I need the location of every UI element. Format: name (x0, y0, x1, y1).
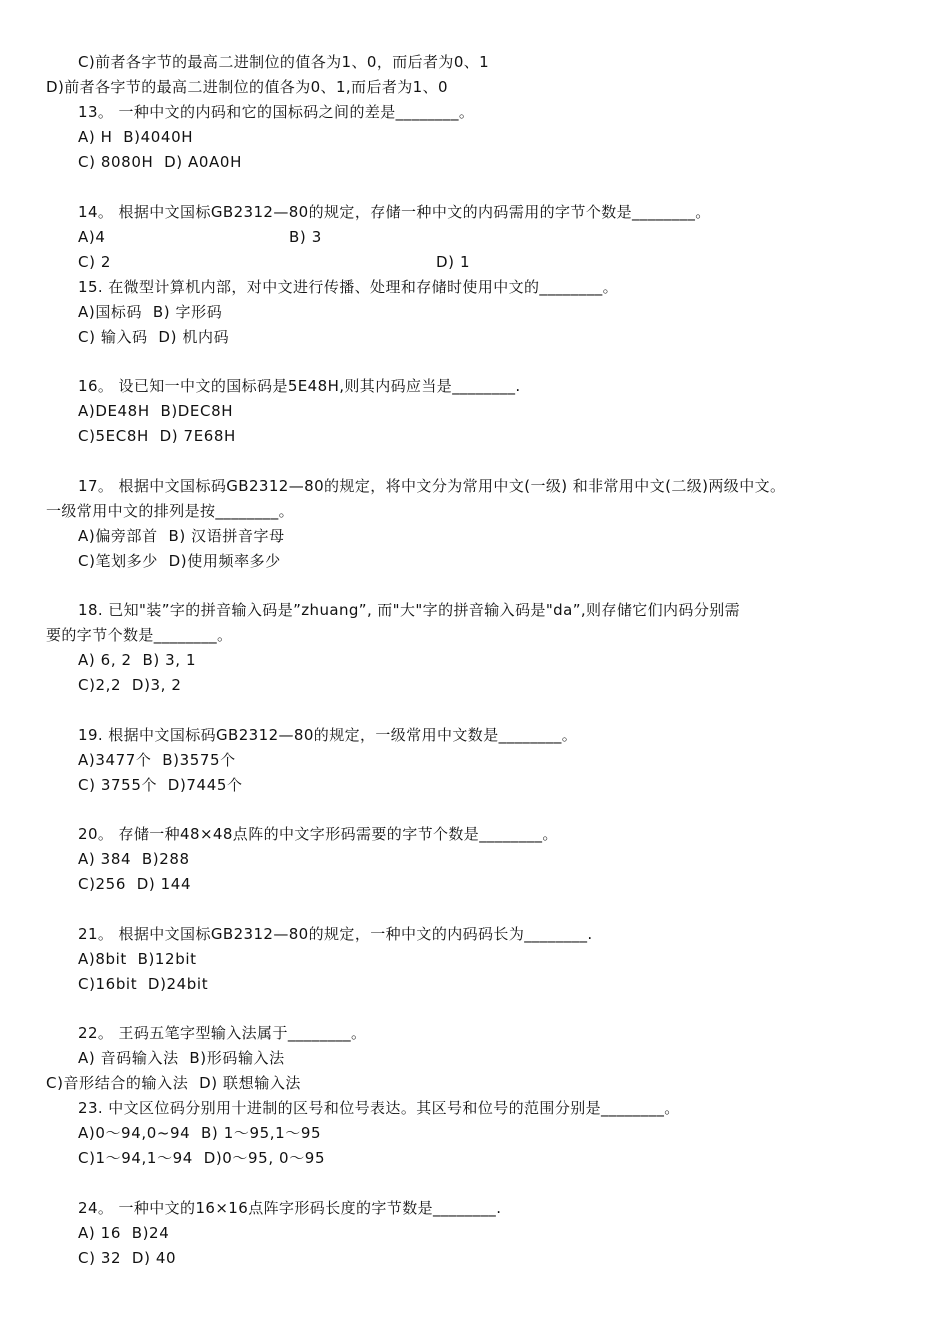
q20-question: 20。 存储一种48×48点阵的中文字形码需要的字节个数是________。 (78, 825, 558, 843)
q18-question: 18. 已知"装”字的拼音输入码是”zhuang”, 而"大"字的拼音输入码是"da”,则存储它们内码分别需 (78, 601, 741, 619)
q13-question: 13。 一种中文的内码和它的国标码之间的差是________。 (78, 103, 475, 121)
q24-options-ab: A) 16 B)24 (78, 1224, 170, 1242)
q16-question: 16。 设已知一中文的国标码是5E48H,则其内码应当是________. (78, 377, 521, 395)
q17-question: 17。 根据中文国标码GB2312—80的规定，将中文分为常用中文(一级) 和非常用中文(二级)两级中文。 (78, 477, 786, 495)
q19-question: 19. 根据中文国标码GB2312—80的规定，一级常用中文数是________。 (78, 726, 578, 744)
q14-option-c: C) 2 (78, 253, 112, 271)
q22-options-cd: C)音形结合的输入法 D) 联想输入法 (46, 1074, 302, 1092)
q23-question: 23. 中文区位码分别用十进制的区号和位号表达。其区号和位号的范围分别是________。 (78, 1099, 680, 1117)
q17-options-cd: C)笔划多少 D)使用频率多少 (78, 552, 281, 570)
q23-options-cd: C)1～94,1～94 D)0～95, 0～95 (78, 1149, 326, 1167)
q18-options-ab: A) 6, 2 B) 3, 1 (78, 651, 197, 669)
q16-options-ab: A)DE48H B)DEC8H (78, 402, 234, 420)
q24-options-cd: C) 32 D) 40 (78, 1249, 177, 1267)
q19-options-cd: C) 3755个 D)7445个 (78, 776, 243, 794)
q21-options-cd: C)16bit D)24bit (78, 975, 209, 993)
q21-options-ab: A)8bit B)12bit (78, 950, 197, 968)
q22-options-ab: A) 音码输入法 B)形码输入法 (78, 1049, 285, 1067)
q22-question: 22。 王码五笔字型输入法属于________。 (78, 1024, 367, 1042)
q16-options-cd: C)5EC8H D) 7E68H (78, 427, 236, 445)
q23-options-ab: A)0～94,0~94 B) 1～95,1～95 (78, 1124, 322, 1142)
q19-options-ab: A)3477个 B)3575个 (78, 751, 236, 769)
q24-question: 24。 一种中文的16×16点阵字形码长度的字节数是________. (78, 1199, 502, 1217)
q14-option-d: D) 1 (436, 253, 471, 271)
q13-options-cd: C) 8080H D) A0A0H (78, 153, 242, 171)
q14-option-b: B) 3 (289, 228, 322, 246)
q12-option-d: D)前者各字节的最高二进制位的值各为0、1,而后者为1、0 (46, 78, 448, 96)
q18-question-cont: 要的字节个数是________。 (46, 626, 233, 644)
q18-options-cd: C)2,2 D)3, 2 (78, 676, 182, 694)
q15-question: 15. 在微型计算机内部，对中文进行传播、处理和存储时使用中文的________。 (78, 278, 619, 296)
q15-options-ab: A)国标码 B) 字形码 (78, 303, 223, 321)
q20-options-cd: C)256 D) 144 (78, 875, 192, 893)
q21-question: 21。 根据中文国标GB2312—80的规定，一种中文的内码码长为________. (78, 925, 593, 943)
q17-options-ab: A)偏旁部首 B) 汉语拼音字母 (78, 527, 285, 545)
q14-option-a: A)4 (78, 228, 106, 246)
q12-option-c: C)前者各字节的最高二进制位的值各为1、0，而后者为0、1 (78, 53, 490, 71)
q15-options-cd: C) 输入码 D) 机内码 (78, 328, 230, 346)
q14-question: 14。 根据中文国标GB2312—80的规定，存储一种中文的内码需用的字节个数是________。 (78, 203, 711, 221)
q13-options-ab: A) H B)4040H (78, 128, 194, 146)
q20-options-ab: A) 384 B)288 (78, 850, 190, 868)
q17-question-cont: 一级常用中文的排列是按________。 (46, 502, 295, 520)
